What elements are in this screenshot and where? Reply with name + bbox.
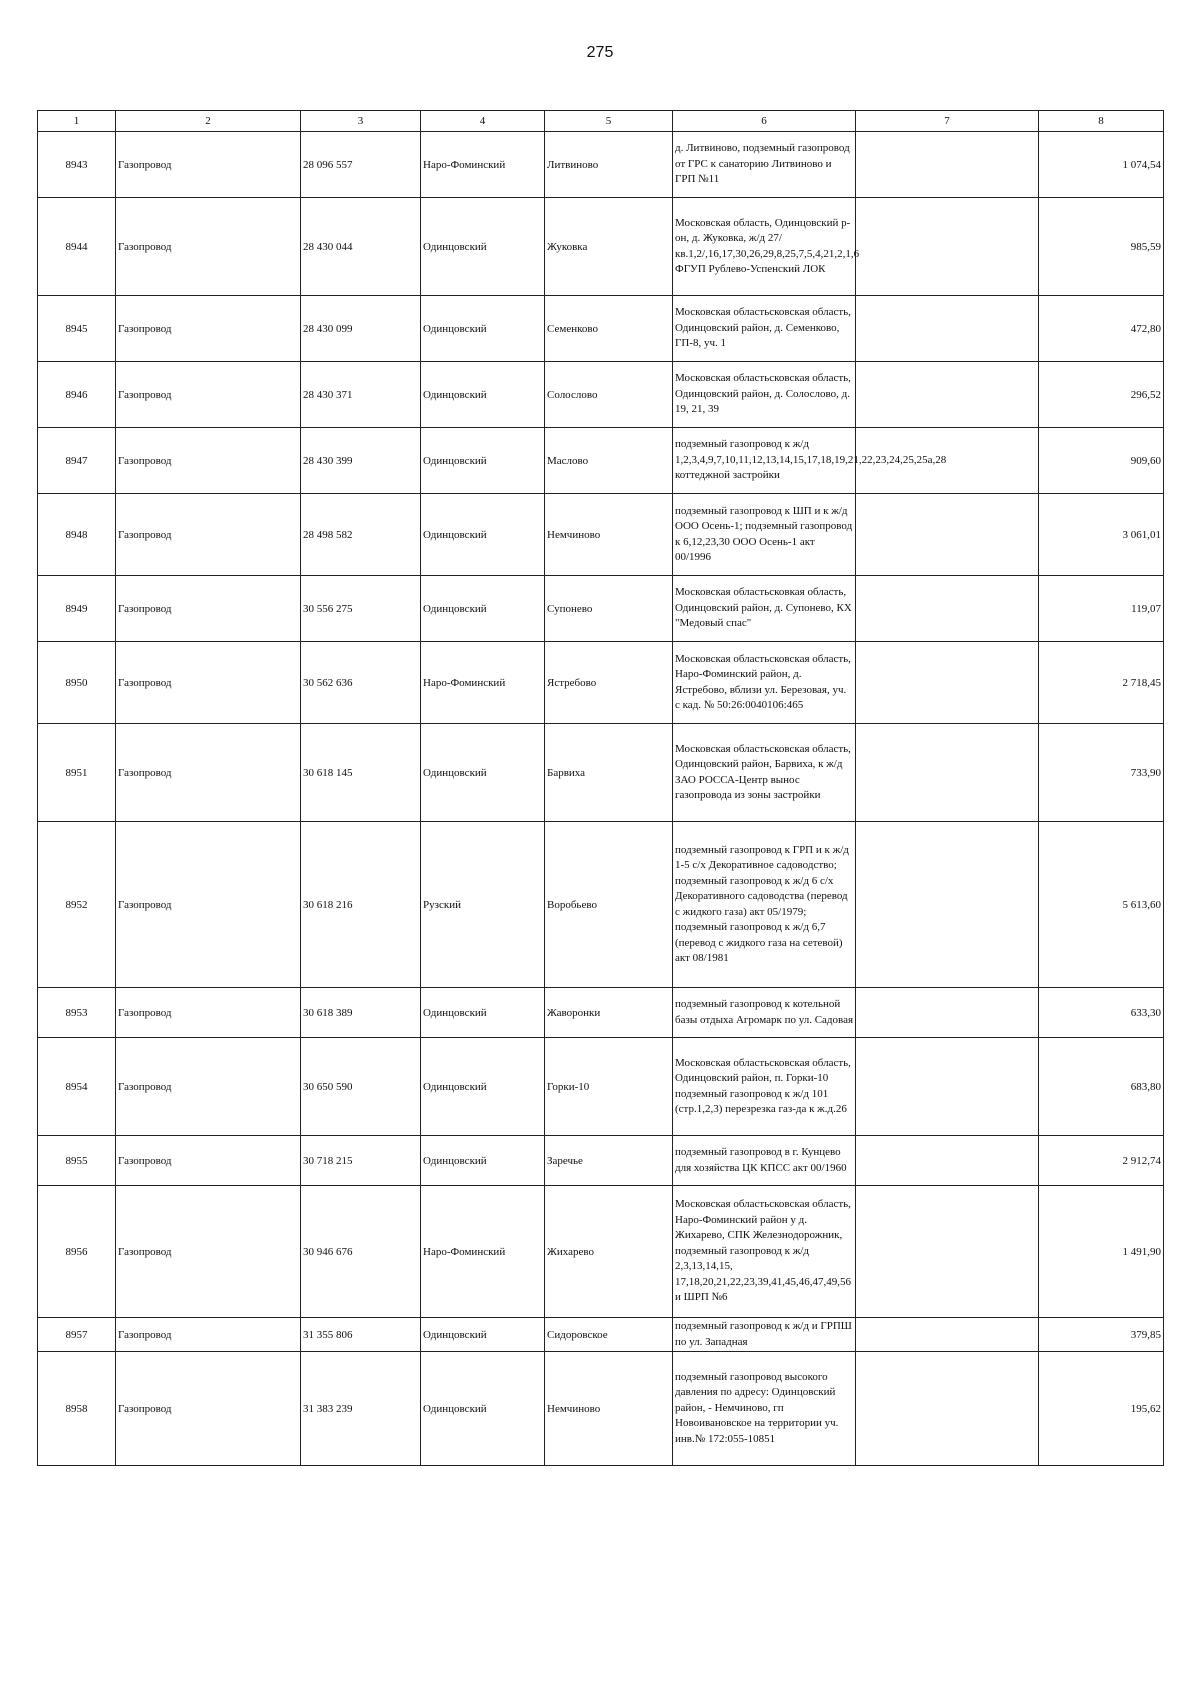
- value: 5 613,60: [1039, 822, 1164, 988]
- description: Московская областьсковская область, Наро-Фоминский район у д. Жихарево, СПК Железнодорожник, подземный газопровод к ж/д 2,3,13,14,15, 17,18,20,21,22,23,39,41,45,46,47,49,56 и ШРП №6: [673, 1186, 856, 1318]
- object-name: Газопровод: [116, 362, 301, 428]
- row-number: 8950: [38, 642, 116, 724]
- value: 985,59: [1039, 198, 1164, 296]
- object-code: 28 430 099: [301, 296, 421, 362]
- value: 633,30: [1039, 988, 1164, 1038]
- district: Одинцовский: [421, 724, 545, 822]
- value: 119,07: [1039, 576, 1164, 642]
- locality: Ястребово: [545, 642, 673, 724]
- row-number: 8953: [38, 988, 116, 1038]
- empty-cell: [856, 132, 1039, 198]
- object-code: 30 618 216: [301, 822, 421, 988]
- value: 1 074,54: [1039, 132, 1164, 198]
- object-code: 28 430 399: [301, 428, 421, 494]
- row-number: 8956: [38, 1186, 116, 1318]
- district: Наро-Фоминский: [421, 1186, 545, 1318]
- description: подземный газопровод к ж/д 1,2,3,4,9,7,10,11,12,13,14,15,17,18,19,21,22,23,24,25,25а,28 коттеджной застройки: [673, 428, 856, 494]
- table-row: [38, 1038, 1164, 1136]
- empty-cell: [856, 988, 1039, 1038]
- empty-cell: [856, 1136, 1039, 1186]
- table-row: [38, 296, 1164, 362]
- object-code: 30 650 590: [301, 1038, 421, 1136]
- row-number: 8949: [38, 576, 116, 642]
- table-row: [38, 724, 1164, 822]
- locality: Семенково: [545, 296, 673, 362]
- object-code: 30 946 676: [301, 1186, 421, 1318]
- value: 733,90: [1039, 724, 1164, 822]
- object-name: Газопровод: [116, 198, 301, 296]
- row-number: 8943: [38, 132, 116, 198]
- page-number: 275: [586, 44, 614, 61]
- object-code: 30 556 275: [301, 576, 421, 642]
- object-code: 28 498 582: [301, 494, 421, 576]
- locality: Жуковка: [545, 198, 673, 296]
- empty-cell: [856, 1038, 1039, 1136]
- object-name: Газопровод: [116, 428, 301, 494]
- description: Московская областьсковская область, Одинцовский район, д. Солослово, д. 19, 21, 39: [673, 362, 856, 428]
- description: Московская область, Одинцовский р-он, д. Жуковка, ж/д 27/кв.1,2/,16,17,30,26,29,8,25,7,5,4,21,2,1,6 ФГУП Рублево-Успенский ЛОК: [673, 198, 856, 296]
- value: 2 912,74: [1039, 1136, 1164, 1186]
- value: 909,60: [1039, 428, 1164, 494]
- value: 195,62: [1039, 1352, 1164, 1466]
- empty-cell: [856, 576, 1039, 642]
- object-code: 31 355 806: [301, 1318, 421, 1352]
- locality: Сидоровское: [545, 1318, 673, 1352]
- table-row: [38, 642, 1164, 724]
- object-name: Газопровод: [116, 1038, 301, 1136]
- object-code: 28 430 371: [301, 362, 421, 428]
- description: Московская областьсковская область, Одинцовский район, д. Семенково, ГП-8, уч. 1: [673, 296, 856, 362]
- object-code: 30 562 636: [301, 642, 421, 724]
- table-row: [38, 1186, 1164, 1318]
- table-row: [38, 132, 1164, 198]
- locality: Заречье: [545, 1136, 673, 1186]
- locality: Воробьево: [545, 822, 673, 988]
- empty-cell: [856, 724, 1039, 822]
- row-number: 8944: [38, 198, 116, 296]
- empty-cell: [856, 642, 1039, 724]
- object-code: 28 430 044: [301, 198, 421, 296]
- object-code: 30 618 145: [301, 724, 421, 822]
- object-name: Газопровод: [116, 132, 301, 198]
- locality: Немчиново: [545, 494, 673, 576]
- column-header: 1: [38, 111, 116, 132]
- district: Одинцовский: [421, 494, 545, 576]
- district: Одинцовский: [421, 988, 545, 1038]
- object-name: Газопровод: [116, 642, 301, 724]
- description: Московская областьсковская область, Одинцовский район, Барвиха, к ж/д ЗАО РОССА-Центр вынос газопровода из зоны застройки: [673, 724, 856, 822]
- description: подземный газопровод к ж/д и ГРПШ по ул. Западная: [673, 1318, 856, 1352]
- description: Московская областьсковская область, Наро-Фоминский район, д. Ястребово, вблизи ул. Березовая, уч. с кад. № 50:26:0040106:465: [673, 642, 856, 724]
- description: Московская областьсковская область, Одинцовский район, п. Горки-10 подземный газопровод к ж/д 101 (стр.1,2,3) перезрезка газ-да к ж.д.26: [673, 1038, 856, 1136]
- description: подземный газопровод к ГРП и к ж/д 1-5 с/х Декоративное садоводство; подземный газопровод к ж/д 6 с/х Декоративного садоводства (перевод с жидкого газа) акт 05/1979; подземный газопровод к ж/д 6,7 (перевод с жидкого газа на сетевой) акт 08/1981: [673, 822, 856, 988]
- object-name: Газопровод: [116, 1136, 301, 1186]
- object-name: Газопровод: [116, 822, 301, 988]
- table-row: [38, 494, 1164, 576]
- description: подземный газопровод к котельной базы отдыха Агромарк по ул. Садовая: [673, 988, 856, 1038]
- empty-cell: [856, 1352, 1039, 1466]
- row-number: 8958: [38, 1352, 116, 1466]
- district: Наро-Фоминский: [421, 132, 545, 198]
- table-row: [38, 1318, 1164, 1352]
- district: Одинцовский: [421, 296, 545, 362]
- description: Московская областьсковкая область, Одинцовский район, д. Супонево, КХ "Медовый спас": [673, 576, 856, 642]
- object-name: Газопровод: [116, 494, 301, 576]
- table-row: [38, 1136, 1164, 1186]
- locality: Жихарево: [545, 1186, 673, 1318]
- row-number: 8954: [38, 1038, 116, 1136]
- description: подземный газопровод высокого давления по адресу: Одинцовский район, - Немчиново, гп Новоивановское на территории уч. инв.№ 172:055-10851: [673, 1352, 856, 1466]
- row-number: 8946: [38, 362, 116, 428]
- locality: Горки-10: [545, 1038, 673, 1136]
- row-number: 8955: [38, 1136, 116, 1186]
- row-number: 8957: [38, 1318, 116, 1352]
- table-row: [38, 1352, 1164, 1466]
- header-row: [38, 111, 1164, 132]
- empty-cell: [856, 1318, 1039, 1352]
- row-number: 8945: [38, 296, 116, 362]
- value: 683,80: [1039, 1038, 1164, 1136]
- value: 1 491,90: [1039, 1186, 1164, 1318]
- value: 472,80: [1039, 296, 1164, 362]
- row-number: 8948: [38, 494, 116, 576]
- value: 296,52: [1039, 362, 1164, 428]
- column-header: 4: [421, 111, 545, 132]
- empty-cell: [856, 822, 1039, 988]
- value: 3 061,01: [1039, 494, 1164, 576]
- table-row: [38, 362, 1164, 428]
- value: 2 718,45: [1039, 642, 1164, 724]
- locality: Маслово: [545, 428, 673, 494]
- locality: Жаворонки: [545, 988, 673, 1038]
- object-code: 31 383 239: [301, 1352, 421, 1466]
- district: Рузский: [421, 822, 545, 988]
- empty-cell: [856, 494, 1039, 576]
- description: подземный газопровод к ШП и к ж/д ООО Осень-1; подземный газопровод к 6,12,23,30 ООО Осень-1 акт 00/1996: [673, 494, 856, 576]
- table-row: [38, 988, 1164, 1038]
- empty-cell: [856, 1186, 1039, 1318]
- column-header: 3: [301, 111, 421, 132]
- object-code: 30 618 389: [301, 988, 421, 1038]
- empty-cell: [856, 198, 1039, 296]
- column-header: 7: [856, 111, 1039, 132]
- locality: Солослово: [545, 362, 673, 428]
- locality: Барвиха: [545, 724, 673, 822]
- district: Одинцовский: [421, 428, 545, 494]
- district: Наро-Фоминский: [421, 642, 545, 724]
- district: Одинцовский: [421, 1318, 545, 1352]
- district: Одинцовский: [421, 1136, 545, 1186]
- table-row: [38, 822, 1164, 988]
- district: Одинцовский: [421, 1038, 545, 1136]
- row-number: 8951: [38, 724, 116, 822]
- empty-cell: [856, 362, 1039, 428]
- column-header: 6: [673, 111, 856, 132]
- district: Одинцовский: [421, 198, 545, 296]
- object-code: 28 096 557: [301, 132, 421, 198]
- object-name: Газопровод: [116, 724, 301, 822]
- table-row: [38, 428, 1164, 494]
- row-number: 8947: [38, 428, 116, 494]
- column-header: 5: [545, 111, 673, 132]
- object-name: Газопровод: [116, 296, 301, 362]
- table-row: [38, 576, 1164, 642]
- district: Одинцовский: [421, 362, 545, 428]
- empty-cell: [856, 296, 1039, 362]
- row-number: 8952: [38, 822, 116, 988]
- description: подземный газопровод в г. Кунцево для хозяйства ЦК КПСС акт 00/1960: [673, 1136, 856, 1186]
- gas-pipeline-register-table: [37, 110, 1164, 1466]
- object-name: Газопровод: [116, 1318, 301, 1352]
- locality: Супонево: [545, 576, 673, 642]
- district: Одинцовский: [421, 1352, 545, 1466]
- object-name: Газопровод: [116, 1352, 301, 1466]
- object-code: 30 718 215: [301, 1136, 421, 1186]
- locality: Немчиново: [545, 1352, 673, 1466]
- object-name: Газопровод: [116, 576, 301, 642]
- value: 379,85: [1039, 1318, 1164, 1352]
- column-header: 8: [1039, 111, 1164, 132]
- description: д. Литвиново, подземный газопровод от ГРС к санаторию Литвиново и ГРП №11: [673, 132, 856, 198]
- column-header: 2: [116, 111, 301, 132]
- locality: Литвиново: [545, 132, 673, 198]
- object-name: Газопровод: [116, 988, 301, 1038]
- table-row: [38, 198, 1164, 296]
- object-name: Газопровод: [116, 1186, 301, 1318]
- district: Одинцовский: [421, 576, 545, 642]
